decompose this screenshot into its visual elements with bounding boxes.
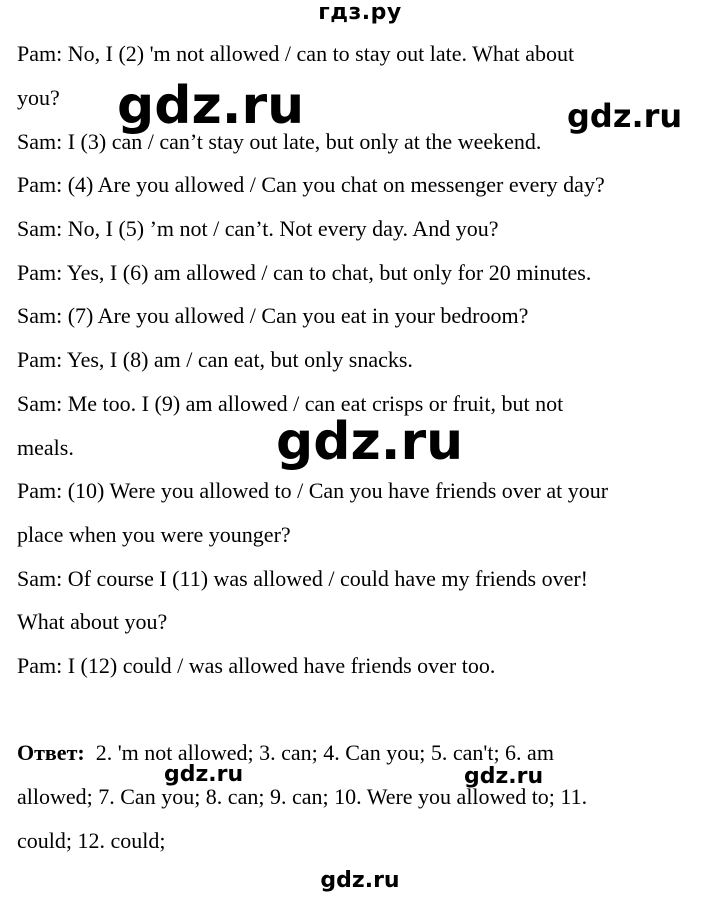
dialogue-line: What about you? xyxy=(17,609,168,634)
answer-line: could; 12. could; xyxy=(17,828,166,853)
dialogue-line: Sam: (7) Are you allowed / Can you eat in your bedroom? xyxy=(17,303,529,328)
watermark-text: gdz.ru xyxy=(117,76,305,136)
dialogue-line: Sam: Me too. I (9) am allowed / can eat crisps or fruit, but not xyxy=(17,391,564,416)
dialogue-line: Pam: No, I (2) 'm not allowed / can to stay out late. What about xyxy=(17,41,575,66)
dialogue-line: meals. xyxy=(17,435,74,460)
watermark-text: gdz.ru xyxy=(276,412,464,472)
dialogue-line: Pam: (10) Were you allowed to / Can you have friends over at your xyxy=(17,478,609,503)
watermark-text: gdz.ru xyxy=(567,97,683,135)
dialogue-line: Pam: (4) Are you allowed / Can you chat on messenger every day? xyxy=(17,172,605,197)
dialogue-line: Pam: I (12) could / was allowed have friends over too. xyxy=(17,653,496,678)
answer-text: 2. 'm not allowed; 3. can; 4. Can you; 5. can't; 6. am xyxy=(95,740,554,765)
answer-line xyxy=(17,740,554,766)
dialogue-line: Sam: No, I (5) ’m not / can’t. Not every day. And you? xyxy=(17,216,499,241)
answer-label: Ответ: xyxy=(17,740,85,765)
dialogue-line: you? xyxy=(17,85,60,110)
dialogue-line: Pam: Yes, I (8) am / can eat, but only snacks. xyxy=(17,347,413,372)
dialogue-line: place when you were younger? xyxy=(17,522,291,547)
dialogue-line: Sam: I (3) can / can’t stay out late, but only at the weekend. xyxy=(17,129,542,154)
watermark-text: gdz.ru xyxy=(464,764,544,789)
site-header: гдз.ру xyxy=(318,0,402,25)
watermark-text: gdz.ru xyxy=(164,762,244,787)
site-footer: gdz.ru xyxy=(320,868,400,893)
answer-line: allowed; 7. Can you; 8. can; 9. can; 10. Were you allowed to; 11. xyxy=(17,784,588,809)
dialogue-line: Pam: Yes, I (6) am allowed / can to chat, but only for 20 minutes. xyxy=(17,260,592,285)
dialogue-line: Sam: Of course I (11) was allowed / could have my friends over! xyxy=(17,566,589,591)
